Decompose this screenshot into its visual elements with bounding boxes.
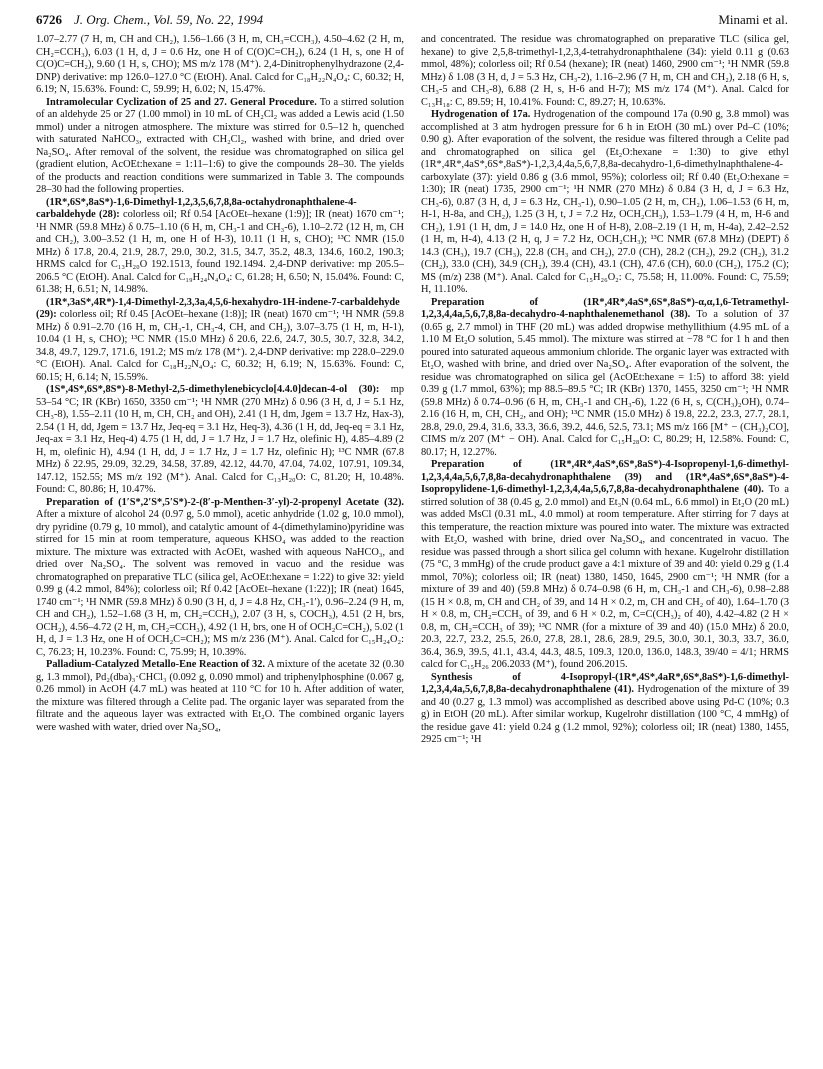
journal-citation: J. Org. Chem., Vol. 59, No. 22, 1994 xyxy=(74,12,264,27)
paragraph-body: colorless oil; Rf 0.54 [AcOEt–hexane (1:9)]; IR (neat) 1670 cm⁻¹; ¹H NMR (59.8 MHz) δ 0.75–1.10 (6 H, m, CH₃-1 and CH₃-6), 1.10–2.72 (12 H, m, CH and CH₂), 3.00–3.52 (1 H, m, one H of H-3), 10.11 (1 H, s, CHO); ¹³C NMR (15.0 MHz) δ 17.8, 20.4, 21.9, 28.7, 29.0, 30.2, 31.5, 34.7, 35.2, 48.3, 134.6, 160.2, 190.3; HRMS calcd for C₁₃H₂₀O 192.1513, found 192.1494. 2,4-DNP derivative: mp 205.5–206.5 °C (EtOH). Anal. Calcd for C₁₉H₂₄N₄O₄: C, 61.28; H, 6.50; N, 15.04%. Found: C, 61.38; H, 6.51; N, 14.98%. xyxy=(36,209,404,295)
paragraph-body: To a stirred solution of 38 (0.45 g, 2.0 mmol) and Et₃N (0.64 mL, 6.6 mmol) in Et₂O (20 mL) was added MsCl (0.31 mL, 4.0 mmol) at room temperature. After stirring for 7 days at this temperature, the reaction mixture was poured into water. The mixture was extracted with Et₂O, washed with brine, dried over Na₂SO₄, and concentrated in vacuo. The residue was passed through a short silica gel column with hexane. Kugelrohr distillation (75 °C, 3 mmHg) of the crude product gave a 4:1 mixture of 39 and 40: yield 0.29 g (1.4 mmol, 70%); colorless oil; IR (neat) 1380, 1450, 1645, 2900 cm⁻¹; ¹H NMR (for a mixture of 39 and 40) (59.8 MHz) δ 0.74–0.98 (6 H, m, CH₃-1 and CH₃-6), 0.98–2.88 (15 H × 0.8, m, CH and CH₂ of 39, and 14 H × 0.2, m, CH and CH₂ of 40), 1.64–1.70 (3 H × 0.8, m, CH₂=CCH₃ of 39, and 6 H × 0.2, m, C=C(CH₃)₂ of 40), 4.42–4.82 (2 H × 0.8, m, CH₂=CCH₃ of 39); ¹³C NMR (for a mixture of 39 and 40) (15.0 MHz) δ 20.0, 20.3, 22.7, 23.2, 25.5, 26.0, 27.8, 28.1, 28.6, 28.9, 29.5, 30.0, 30.1, 30.3, 33.7, 36.0, 36.4, 36.9, 39.5, 41.1, 43.4, 44.3, 48.5, 109.3, 120.0, 136.0, 148.3, 39/40 = 4/1; HRMS calcd for C₁₅H₂₆ 206.2033 (M⁺), found 206.2015. xyxy=(421,484,789,670)
paragraph-body: To a stirred solution of an aldehyde 25 or 27 (1.00 mmol) in 10 mL of CH₂Cl₂ was added a Lewis acid (1.50 mmol) under a nitrogen atmosphere. The mixture was stirred for 0.5–12 h, quenched with saturated NaHCO₃, extracted with CH₂Cl₂, washed with brine, and dried over Na₂SO₄. After removal of the solvent, the residue was chromatographed on silica gel (gradient elution, AcOEt:hexane = 1:11–1:6) to give the compounds 28–30. The yields of the products and reaction conditions were summarized in Table 3. The compounds 28–30 had the following properties. xyxy=(36,96,404,195)
paragraph xyxy=(36,297,404,385)
page-number: 6726 xyxy=(36,12,62,27)
paragraph-body: colorless oil; Rf 0.45 [AcOEt–hexane (1:8)]; IR (neat) 1670 cm⁻¹; ¹H NMR (59.8 MHz) δ 0.91–2.70 (16 H, m, CH₃-1, CH₃-4, CH, and CH₂), 3.07–3.75 (1 H, m, H-1), 10.04 (1 H, s, CHO); ¹³C NMR (15.0 MHz) δ 20.6, 22.6, 24.7, 30.5, 30.7, 32.8, 34.2, 34.8, 49.7, 129.7, 171.6, 191.2; MS m/z 178 (M⁺). 2,4-DNP derivative: mp 228.0–229.0 °C (EtOH). Anal. Calcd for C₁₈H₂₂N₄O₄: C, 60.32; H, 6.19; N, 15.63%. Found: C, 60.15; H, 6.14; N, 15.59%. xyxy=(36,309,404,383)
paragraph xyxy=(36,34,404,97)
paragraph-heading: Intramolecular Cyclization of 25 and 27. General Procedure. xyxy=(46,96,317,108)
paragraph-heading: Preparation of (1R*,4R*,4aS*,6S*,8aS*)-4-Isopropenyl-1,6-dimethyl-1,2,3,4,4a,5,6,7,8,8a-decahydronaphthalene (39) and (1R*,4aS*,6S*,8aS*)-4-Isopropylidene-1,6-dimethyl-1,2,3,4,4a,5,6,7,8,8a-decahydronaphthalene (40). xyxy=(421,459,789,495)
paragraph-body: 1.07–2.77 (7 H, m, CH and CH₂), 1.56–1.66 (3 H, m, CH₃=CCH₃), 4.50–4.62 (2 H, m, CH₂=CCH₃), 6.03 (1 H, d, J = 0.6 Hz, one H of C(O)C=CH₂), 6.24 (1 H, s, one H of C(O)C=CH₂), 9.60 (1 H, s, CHO); MS m/z 178 (M⁺). 2,4-Dinitrophenylhydrazone (2,4-DNP) derivative: mp 126.0–127.0 °C (EtOH). Anal. Calcd for C₁₈H₂₂N₄O₄: C, 60.32; H, 6.19; N, 15.63%. Found: C, 59.99; H, 6.02; N, 15.47%. xyxy=(36,34,404,95)
paragraph-heading: Preparation of (1′S*,2′S*,5′S*)-2-(8′-p-Menthen-3′-yl)-2-propenyl Acetate (32). xyxy=(46,496,404,508)
paragraph xyxy=(36,384,404,497)
paragraph-body: and concentrated. The residue was chromatographed on preparative TLC (silica gel, hexane) to give 2,5,8-trimethyl-1,2,3,4-tetrahydronaphthalene (34): yield 0.11 g (0.63 mmol, 48%); colorless oil; Rf 0.54 (hexane); IR (neat) 1460, 2900 cm⁻¹; ¹H NMR (59.8 MHz) δ 1.08 (3 H, d, J = 5.3 Hz, CH₃-2), 1.16–2.96 (7 H, m, CH and CH₂), 2.18 (6 H, s, CH₃-5 and CH₃-8), 6.88 (2 H, s, H-6 and H-7); MS m/z 174 (M⁺). Anal. Calcd for C₁₃H₁₈: C, 89.59; H, 10.41%. Found: C, 89.27; H, 10.63%. xyxy=(421,34,789,108)
paragraph-body: mp 53–54 °C; IR (KBr) 1650, 3350 cm⁻¹; ¹H NMR (270 MHz) δ 0.96 (3 H, d, J = 5.1 Hz, CH₃-8), 1.55–2.11 (10 H, m, CH, CH₂ and OH), 2.41 (1 H, dm, Jgem = 13.7 Hz, Hax-3), 2.54 (1 H, dd, Jgem = 13.7 Hz, Jeq-eq = 3.1 Hz, Heq-3), 4.36 (1 H, dd, Jeq-eq = 3.1 Hz, Jeq-ax = 3.1 Hz, Heq-4) 4.75 (1 H, dd, J = 1.7 Hz, J = 1.7 Hz, olefinic H), 4.85–4.89 (2 H, m, olefinic H), 4.94 (1 H, dd, J = 1.7 Hz, J = 1.7 Hz, olefinic H); ¹³C NMR (67.8 MHz) δ 22.95, 29.09, 32.29, 34.58, 37.89, 42.12, 44.70, 47.04, 74.02, 107.91, 109.34, 147.12, 152.55; MS m/z 192 (M⁺). Anal. Calcd for C₁₃H₂₀O: C, 81.20; H, 10.48%. Found: C, 80.86; H, 10.47%. xyxy=(36,384,404,495)
paragraph xyxy=(421,297,789,460)
paragraph xyxy=(36,197,404,297)
running-author: Minami et al. xyxy=(718,12,788,27)
paragraph-heading: (1R*,6S*,8aS*)-1,6-Dimethyl-1,2,3,5,6,7,8,8a-octahydronaphthalene-4-carbaldehyde (28): xyxy=(36,196,357,220)
running-header xyxy=(36,12,788,32)
paragraph-heading: Hydrogenation of 17a. xyxy=(431,109,531,120)
paragraph xyxy=(36,659,404,734)
paragraph xyxy=(421,672,789,747)
paragraph-heading: Preparation of (1R*,4R*,4aS*,6S*,8aS*)-α,α,1,6-Tetramethyl-1,2,3,4,4a,5,6,7,8,8a-decahydro-4-naphthalenemethanol (38). xyxy=(421,296,789,320)
paragraph-heading: Synthesis of 4-Isopropyl-(1R*,4S*,4aR*,6S*,8aS*)-1,6-dimethyl-1,2,3,4,4a,5,6,7,8,8a-decahydronaphthalene (41). xyxy=(421,671,789,695)
paragraph-body: Hydrogenation of the compound 17a (0.90 g, 3.8 mmol) was accomplished at 3 atm hydrogen pressure for 6 h in EtOH (30 mL) over Pd–C (10%; 0.90 g). After evaporation of the solvent, the residue was filtered through a Celite pad and chromatographed on silica gel (Et₂O:hexane = 1:30) to give ethyl (1R*,4R*,4aS*,6S*,8aS*)-1,2,3,4,4a,5,6,7,8,8a-decahydro-1,6-dimethylnaphthalene-4-carboxylate (37): yield 0.86 g (3.6 mmol, 95%); colorless oil; Rf 0.40 (Et₂O:hexane = 1:30); IR (neat) 1735, 2900 cm⁻¹; ¹H NMR (270 MHz) δ 0.84 (3 H, d, J = 6.3 Hz, CH₃-6), 0.87 (3 H, d, J = 6.3 Hz, CH₃-1), 0.90–1.05 (2 H, m, CH₂), 1.06–1.53 (6 H, m, H-1, H-8a, and CH₂), 1.25 (3 H, t, J = 7.2 Hz, OCH₂CH₃), 1.53–1.79 (4 H, m, H-6 and CH₂), 1.91 (1 H, dm, J = 14.0 Hz, one H of H-8), 2.08–2.19 (1 H, m, H-4a), 2.42–2.52 (1 H, m, H-4), 4.13 (2 H, q, J = 7.2 Hz, OCH₂CH₃); ¹³C NMR (67.8 MHz) (DEPT) δ 14.3 (CH₃), 19.7 (CH₃), 22.8 (CH₃ and CH₂), 27.0 (CH), 28.2 (CH₂), 29.2 (CH₂), 31.2 (CH₂), 33.0 (CH), 34.9 (CH₂), 39.4 (CH), 43.1 (CH), 47.6 (CH), 60.0 (CH₂), 175.2 (C); MS (m/z) 238 (M⁺). Anal. Calcd for C₁₅H₂₆O₂: C, 75.58; H, 11.00%. Found: C, 75.59; H, 11.10%. xyxy=(421,109,789,295)
paragraph-body: A mixture of the acetate 32 (0.30 g, 1.3 mmol), Pd₂(dba)₃·CHCl₃ (0.092 g, 0.090 mmol) and triphenylphosphine (0.067 g, 0.26 mmol) in AcOH (4.7 mL) was heated at 110 °C for 10 h. After addition of water, the mixture was filtered through a Celite pad. The organic layer was separated from the filtrate and the aqueous layer was extracted with Et₂O. The combined organic layers were washed with water, dried over Na₂SO₄, xyxy=(36,659,404,733)
paragraph xyxy=(36,497,404,660)
paragraph xyxy=(421,459,789,672)
paragraph-heading: (1R*,3aS*,4R*)-1,4-Dimethyl-2,3,3a,4,5,6-hexahydro-1H-indene-7-carbaldehyde (29): xyxy=(36,296,400,320)
paragraph-body: Hydrogenation of the mixture of 39 and 40 (0.27 g, 1.3 mmol) was accomplished as described above using Pd-C (10%; 0.3 g) in EtOH (20 mL). After similar workup, Kugelrohr distillation (100 °C, 4 mmHg) of the residue gave 41: yield 0.24 g (1.2 mmol, 92%); colorless oil; IR (neat) 1380, 1455, 2925 cm⁻¹; ¹H xyxy=(421,684,789,745)
paragraph-heading: (1S*,4S*,6S*,8S*)-8-Methyl-2,5-dimethylenebicyclo[4.4.0]decan-4-ol (30): xyxy=(46,384,380,395)
paragraph xyxy=(421,34,789,109)
left-column xyxy=(36,34,404,1054)
paragraph xyxy=(36,97,404,197)
paragraph xyxy=(421,109,789,297)
paragraph-body: After a mixture of alcohol 24 (0.97 g, 5.0 mmol), acetic anhydride (1.02 g, 10.0 mmol), dry pyridine (0.79 g, 10 mmol), and catalytic amount of 4-(dimethylamino)pyridine was stirred for 15 min at room temperature, aqueous KHSO₄ was added to the reaction mixture. The mixture was extracted with AcOEt, washed with aqueous NaHCO₃, and dried over Na₂SO₄. The solvent was removed in vacuo and the residue was chromatographed on preparative TLC (silica gel, AcOEt:hexane = 1:22) to give 32: yield 0.99 g (4.2 mmol, 84%); colorless oil; Rf 0.42 [AcOEt–hexane (1:22)]; IR (neat) 1645, 1740 cm⁻¹; ¹H NMR (59.8 MHz) δ 0.90 (3 H, d, J = 4.8 Hz, CH₃-1′), 0.96–2.24 (9 H, m, CH and CH₂), 1.52–1.68 (3 H, m, CH₂=CCH₃), 2.07 (3 H, s, COCH₃), 4.51 (2 H, brs, OCH₂), 4.56–4.72 (2 H, m, CH₂=CCH₃), 4.92 (1 H, brs, one H of OCH₂C=CH₂), 5.02 (1 H, d, J = 1.3 Hz, one H of OCH₂C=CH₂); MS m/z 236 (M⁺). Anal. Calcd for C₁₅H₂₄O₂: C, 76.23; H, 10.23%. Found: C, 75.99; H, 10.39%. xyxy=(36,509,404,658)
paragraph-heading: Palladium-Catalyzed Metallo-Ene Reaction of 32. xyxy=(46,659,265,670)
paragraph-body: To a solution of 37 (0.65 g, 2.7 mmol) in THF (20 mL) was added dropwise methyllithium (4.95 mL of a 1.10 M Et₂O solution, 5.45 mmol). The mixture was stirred at −78 °C for 1 h and then poured into saturated aqueous ammonium chloride. The organic layer was extracted with Et₂O, washed with brine, and dried over Na₂SO₄. After evaporation of the solvent, the residue was chromatographed on silica gel (AcOEt:hexane = 1:5) to afford 38: yield 0.39 g (1.7 mmol, 63%); mp 88.5–89.5 °C; IR (KBr) 1370, 1455, 3250 cm⁻¹; ¹H NMR (59.8 MHz) δ 0.74–0.96 (6 H, m, CH₃-1 and CH₃-6), 1.22 (6 H, s, C(CH₃)₂OH), 0.74–2.16 (16 H, m, CH, CH₂, and OH); ¹³C NMR (15.0 MHz) δ 19.8, 22.2, 23.3, 27.7, 28.1, 28.8, 29.0, 29.4, 31.6, 33.3, 36.6, 39.2, 44.6, 52.5, 73.1; MS m/z 166 [M⁺ − (CH₃)₂CO], CIMS m/z 207 (M⁺ − OH). Anal. Calcd for C₁₅H₂₈O: C, 80.29; H, 12.58%. Found: C, 80.17; H, 12.27%. xyxy=(421,309,789,458)
right-column xyxy=(421,34,789,1054)
